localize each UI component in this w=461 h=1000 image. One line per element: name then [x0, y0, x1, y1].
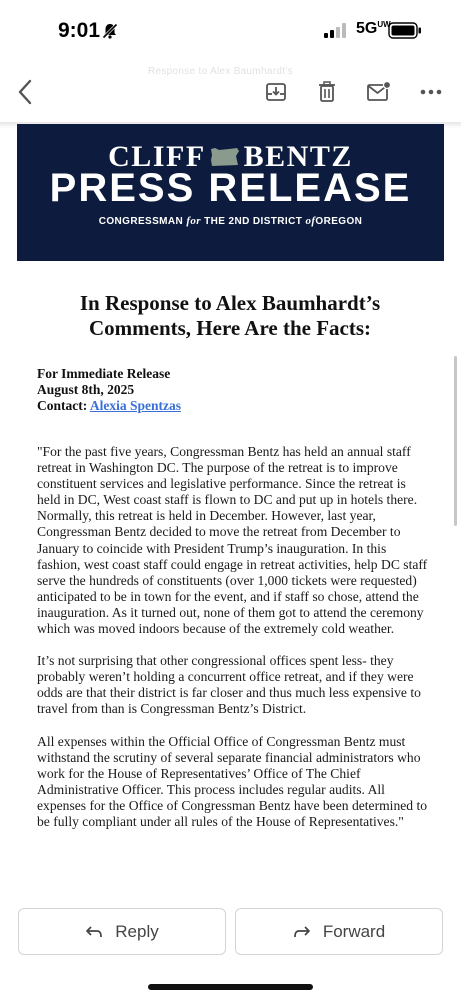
banner-name-right: BENTZ: [243, 140, 353, 174]
reply-label: Reply: [115, 921, 159, 941]
headline-line-2: Comments, Here Are the Facts:: [88, 316, 372, 340]
release-contact: [37, 398, 417, 414]
reply-button[interactable]: [18, 908, 226, 955]
signal-icon: [324, 23, 348, 38]
back-button[interactable]: [10, 77, 40, 107]
release-meta: [37, 366, 417, 414]
banner-subtitle: CONGRESSMAN for THE 2ND DISTRICT ofOREGON: [98, 215, 363, 227]
chevron-left-icon: [17, 79, 33, 105]
contact-label: Contact:: [37, 398, 88, 413]
archive-button[interactable]: [261, 77, 291, 107]
home-indicator[interactable]: [148, 984, 313, 990]
trash-icon: [317, 81, 337, 103]
bell-off-icon: [101, 22, 119, 40]
headline-line-1: In Response to Alex Baumhardt’s: [79, 291, 381, 315]
forward-icon: [293, 925, 311, 939]
archive-icon: [265, 81, 287, 103]
body-paragraph-2: It’s not surprising that other congressional offices spent less- they probably weren’t holding a concurrent office retreat, and if they were odds are that their district is far closer and thus much less expensive to travel from than is Congressman Bentz’s District.: [37, 653, 421, 717]
delete-button[interactable]: [312, 77, 342, 107]
scrollbar[interactable]: [454, 356, 457, 526]
battery-icon: [388, 22, 422, 39]
more-button[interactable]: [416, 77, 446, 107]
release-label: For Immediate Release: [37, 366, 171, 381]
release-date: August 8th, 2025: [37, 382, 135, 397]
reply-icon: [85, 925, 103, 939]
contact-link[interactable]: Alexia Spentzas: [89, 398, 182, 413]
press-headline: [30, 291, 430, 341]
more-horizontal-icon: [420, 89, 442, 95]
faded-subject: Response to Alex Baumhardt's: [148, 66, 293, 77]
status-time: 9:01: [58, 19, 101, 42]
banner-name-left: CLIFF: [108, 140, 206, 174]
body-paragraph-1: "For the past five years, Congressman Bentz has held an annual staff retreat in Washington DC. The purpose of the retreat is to improve constituent services and legislative performance. Since the retreat is held in DC, West coast staff is flown to DC and put up in hotels there. Normally, this retreat is held in December. However, last year, Congressman Bentz decided to move the retreat from December to January to coincide with President Trump’s inauguration. In this fashion, west coast staff could engage in retreat activities, help DC staff serve the hundreds of constituents (over 1,000 tickets were requested) anticipated to be in town for the event, and if staff so chose, attend the inauguration. As it turned out, none of them got to attend the ceremony which was moved indoors because of the extremely cold weather.: [37, 444, 428, 637]
banner-title: PRESS RELEASE: [49, 166, 412, 210]
mark-unread-button[interactable]: [364, 77, 394, 107]
body-paragraph-3: All expenses within the Official Office of Congressman Bentz must withstand the scrutiny of several separate financial administrators who work for the House of Representatives’ Office of The Chief Administrative Officer. This process includes regular audits. All expenses for the Office of Congressman Bentz have been determined to be fully compliant under all rules of the House of Representatives.": [37, 733, 428, 829]
status-bar: [0, 0, 461, 60]
forward-label: Forward: [322, 921, 386, 941]
email-toolbar: [0, 62, 461, 122]
network-type: $5G^{UW}$: [356, 20, 391, 37]
press-release-banner: [17, 124, 444, 261]
email-body: [37, 444, 429, 846]
mail-unread-icon: [367, 81, 391, 103]
forward-button[interactable]: [235, 908, 443, 955]
